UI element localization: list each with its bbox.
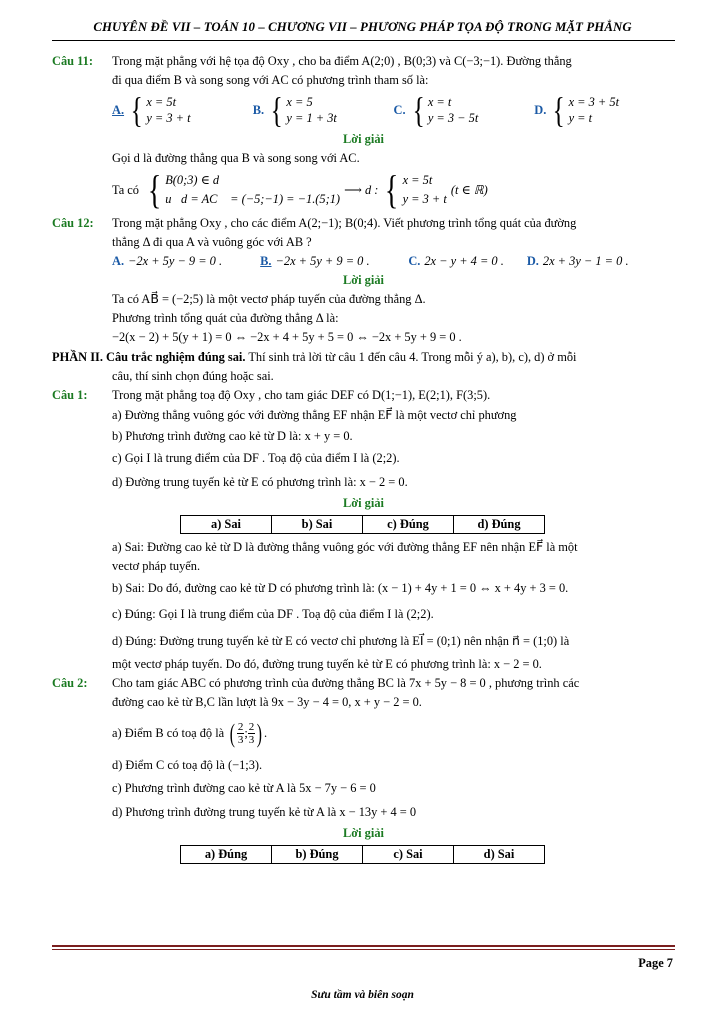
question-12 (52, 214, 675, 252)
solution-text: Phương trình tổng quát của đường thẳng Δ là: (112, 311, 339, 325)
question-text: thẳng Δ đi qua A và vuông góc với AB ? (112, 235, 312, 249)
solution-text: Ta có AB⃗ = (−2;5) là một vectơ pháp tuyến của đường thẳng Δ. (112, 292, 426, 306)
question-text: đường cao kẻ từ B,C lần lượt là 9x − 3y − 4 = 0, x + y − 2 = 0. (112, 695, 422, 709)
solution-heading: Lời giải (343, 273, 384, 287)
statement-a: a) Đường thẳng vuông góc với đường thẳng EF nhận EF⃗ là một vectơ chỉ phương (112, 408, 517, 422)
options-row (52, 90, 675, 130)
statement-b: b) Phương trình đường cao kẻ từ D là: x + y = 0. (112, 429, 353, 443)
question-label: Câu 11: (52, 54, 93, 68)
page-header-title: CHUYÊN ĐỀ VII – TOÁN 10 – CHƯƠNG VII – PHƯƠNG PHÁP TỌA ĐỘ TRONG MẶT PHẲNG (93, 20, 632, 34)
solution-equation: −2(x − 2) + 5(y + 1) = 0 ⇔ −2x + 4 + 5y + 5 = 0 ⇔ −2x + 5y + 9 = 0 . (112, 330, 462, 344)
answer-cell: d) Sai (454, 846, 545, 864)
explanation-c: c) Đúng: Gọi I là trung điểm của DF . Toạ độ của điểm I là (2;2). (112, 607, 434, 621)
statement-b: d) Điểm C có toạ độ là (−1;3). (112, 758, 263, 772)
question-text: Trong mặt phẳng Oxy , cho các điểm A(2;−1); B(0;4). Viết phương trình tổng quát của đường (112, 216, 577, 230)
question-text: Trong mặt phẳng toạ độ Oxy , cho tam giác DEF có D(1;−1), E(2;1), F(3;5). (112, 388, 491, 402)
option-a: A. −2x + 5y − 9 = 0 . (112, 254, 223, 268)
explanation-a: a) Sai: Đường cao kẻ từ D là đường thẳng vuông góc với đường thẳng EF nên nhận EF⃗ là một (112, 540, 578, 554)
options-row (52, 252, 675, 271)
statement-c: c) Phương trình đường cao kẻ từ A là 5x − 7y − 6 = 0 (112, 781, 376, 795)
explanation-d: d) Đúng: Đường trung tuyến kẻ từ E có vectơ chỉ phương là EI⃗ = (0;1) nên nhận n⃗ = (1;0) là (112, 634, 570, 648)
option-b: B. −2x + 5y + 9 = 0 . (260, 254, 370, 268)
footer-divider (52, 949, 675, 950)
statement-d: d) Đường trung tuyến kẻ từ E có phương trình là: x − 2 = 0. (112, 475, 408, 489)
solution-heading: Lời giải (343, 496, 384, 510)
option-b: B. { x = 5 y = 1 + 3t (252, 90, 337, 130)
answer-cell: b) Sai (272, 516, 363, 534)
part-2-intro: PHẦN II. Câu trắc nghiệm đúng sai. Thí sinh trả lời từ câu 1 đến câu 4. Trong mỗi ý a), b), c), d) ở mỗi (52, 350, 577, 364)
solution-heading: Lời giải (343, 826, 384, 840)
answer-cell: d) Đúng (454, 516, 545, 534)
question-11 (52, 52, 675, 90)
statement-a: a) Điểm B có toạ độ là ( $\frac{2}{3}$ ; $\frac{2}{3}$ ) . (112, 718, 268, 748)
explanation-d-cont: một vectơ pháp tuyến. Do đó, đường trung tuyến kẻ từ E có phương trình là: x − 2 = 0. (112, 657, 542, 671)
option-c: C. 2x − y + 4 = 0 . (408, 254, 504, 268)
part-2-title: PHẦN II. Câu trắc nghiệm đúng sai. (52, 350, 246, 364)
statement-c: c) Gọi I là trung điểm của DF . Toạ độ của điểm I là (2;2). (112, 451, 400, 465)
answer-table (180, 515, 545, 534)
question-label: Câu 2: (52, 676, 88, 690)
question-text: Cho tam giác ABC có phương trình của đường thẳng BC là 7x + 5y − 8 = 0 , phương trình các (112, 676, 580, 690)
option-d: D. 2x + 3y − 1 = 0 . (526, 254, 629, 268)
page-number: Page 7 (638, 956, 673, 970)
part-2-instructions: câu, thí sinh chọn đúng hoặc sai. (112, 369, 274, 383)
explanation-b: b) Sai: Do đó, đường cao kẻ từ D có phương trình là: (x − 1) + 4y + 1 = 0 ⇔ x + 4y + 3 = 0. (112, 581, 569, 595)
answer-cell: c) Sai (363, 846, 454, 864)
question-label: Câu 1: (52, 388, 88, 402)
question-1 (52, 386, 675, 405)
option-c: C. { x = t y = 3 − 5t (393, 90, 479, 130)
option-d: D. { x = 3 + 5t y = t (534, 90, 620, 130)
footer-credit: Sưu tầm và biên soạn (311, 989, 414, 1001)
explanation-a-cont: vectơ pháp tuyến. (112, 559, 201, 573)
answer-cell: a) Đúng (181, 846, 272, 864)
footer-divider (52, 945, 675, 947)
solution-text: Gọi d là đường thẳng qua B và song song với AC. (112, 151, 360, 165)
answer-cell: b) Đúng (272, 846, 363, 864)
header-divider (52, 40, 675, 41)
solution-system: Ta có { B(0;3) ∈ d u⃗d = AC⃗ = (−5;−1) = −1.(5;1) ⟶ d : { x = 5t y = 3 + t (t ∈ ℝ) (112, 167, 488, 212)
question-label: Câu 12: (52, 216, 94, 230)
question-text: Trong mặt phẳng với hệ tọa độ Oxy , cho ba điểm A(2;0) , B(0;3) và C(−3;−1). Đường thẳng (112, 54, 572, 68)
answer-cell: a) Sai (181, 516, 272, 534)
statement-d: d) Phương trình đường trung tuyến kẻ từ A là x − 13y + 4 = 0 (112, 805, 417, 819)
solution-heading: Lời giải (343, 132, 384, 146)
answer-table (180, 845, 545, 864)
question-text: đi qua điểm B và song song với AC có phương trình tham số là: (112, 73, 429, 87)
question-2 (52, 674, 675, 712)
answer-cell: c) Đúng (363, 516, 454, 534)
option-a: A. { x = 5t y = 3 + t (112, 90, 191, 130)
page-content (52, 52, 675, 867)
